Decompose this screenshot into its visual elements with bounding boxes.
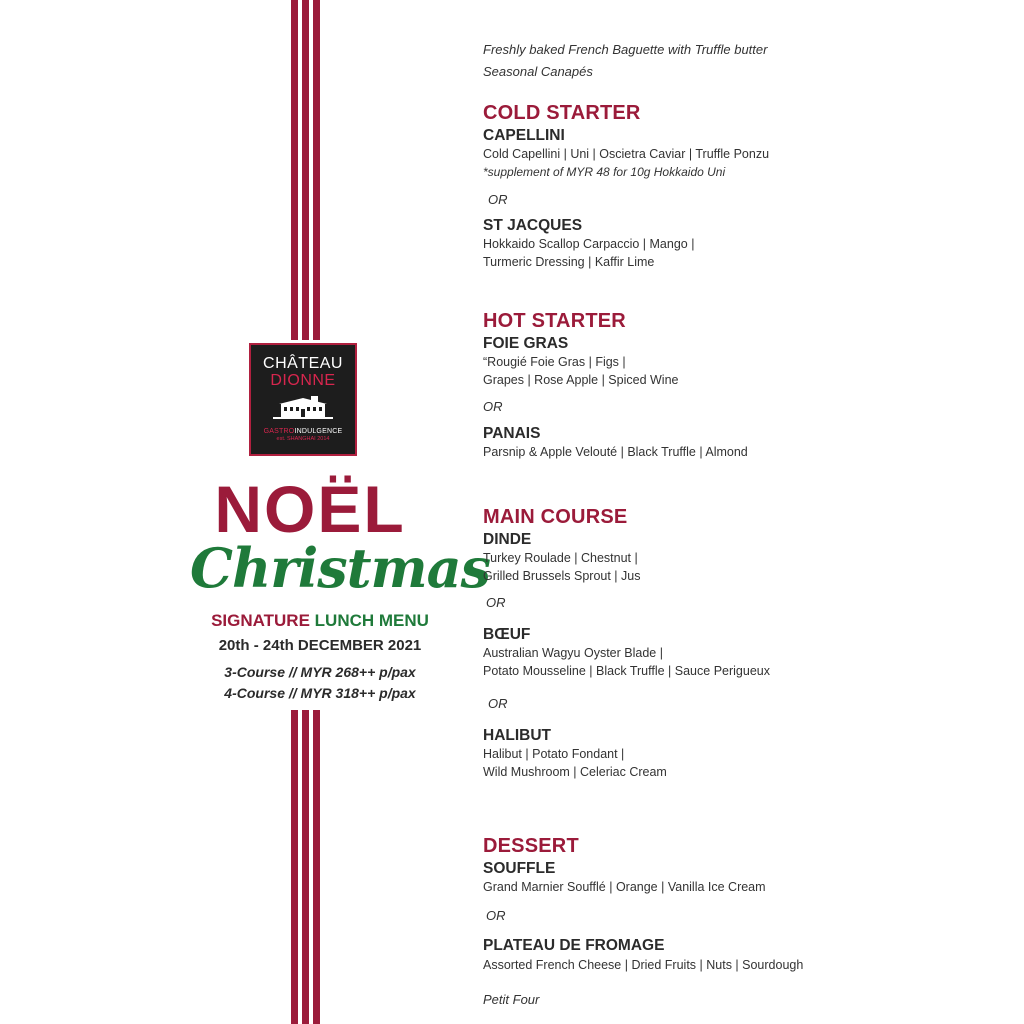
logo-tagline (251, 428, 355, 435)
dish-desc-plateau-de-fromage: Assorted French Cheese | Dried Fruits | Nuts | Sourdough (483, 958, 804, 972)
stripe (291, 710, 298, 1024)
or-divider: OR (486, 595, 506, 610)
logo-line-1: CHÂTEAU (263, 355, 343, 372)
logo-tagline-white: INDULGENCE (294, 428, 343, 435)
dish-desc-boeuf-1: Australian Wagyu Oyster Blade | (483, 646, 663, 660)
intro-baguette: Freshly baked French Baguette with Truffle butter (483, 42, 768, 57)
stripe (313, 710, 320, 1024)
intro-canapes: Seasonal Canapés (483, 64, 593, 79)
or-divider: OR (488, 696, 508, 711)
stripe-decoration-top (291, 0, 321, 340)
logo-line-2: DIONNE (270, 372, 336, 389)
signature-label: SIGNATURE (211, 611, 310, 630)
dish-desc-panais: Parsnip & Apple Velouté | Black Truffle | Almond (483, 445, 748, 459)
section-heading-dessert: DESSERT (483, 835, 579, 857)
chateau-house-icon (273, 395, 333, 419)
dish-name-halibut: HALIBUT (483, 727, 552, 744)
dish-name-capellini: CAPELLINI (483, 127, 565, 144)
stripe (302, 710, 309, 1024)
price-3-course: 3-Course // MYR 268++ p/pax (224, 664, 416, 680)
dish-name-plateau-de-fromage: PLATEAU DE FROMAGE (483, 937, 665, 954)
dish-desc-boeuf-2: Potato Mousseline | Black Truffle | Sauce Perigueux (483, 664, 770, 678)
dish-desc-st-jacques-2: Turmeric Dressing | Kaffir Lime (483, 255, 655, 269)
dish-desc-foie-gras-1: “Rougié Foie Gras | Figs | (483, 355, 626, 369)
or-divider: OR (488, 192, 508, 207)
dish-desc-st-jacques-1: Hokkaido Scallop Carpaccio | Mango | (483, 237, 695, 251)
petit-four: Petit Four (483, 992, 540, 1007)
noel-title: NOËL (214, 472, 406, 546)
or-divider: OR (483, 399, 503, 414)
dish-name-souffle: SOUFFLE (483, 860, 556, 877)
price-4-course: 4-Course // MYR 318++ p/pax (224, 685, 416, 701)
section-heading-cold-starter: COLD STARTER (483, 102, 641, 124)
stripe (313, 0, 320, 340)
dish-desc-capellini: Cold Capellini | Uni | Oscietra Caviar | Truffle Ponzu (483, 147, 770, 161)
dish-name-foie-gras: FOIE GRAS (483, 335, 569, 352)
dish-desc-dinde-1: Turkey Roulade | Chestnut | (483, 551, 638, 565)
dish-desc-halibut-1: Halibut | Potato Fondant | (483, 747, 625, 761)
or-divider: OR (486, 908, 506, 923)
lunch-menu-label: LUNCH MENU (314, 611, 429, 630)
stripe (302, 0, 309, 340)
signature-lunch-menu (190, 609, 450, 633)
dish-name-boeuf: BŒUF (483, 626, 531, 643)
dish-desc-dinde-2: Grilled Brussels Sprout | Jus (483, 569, 641, 583)
logo-established: est. SHANGHAI 2014 (276, 436, 330, 442)
christmas-script-title: Christmas (190, 536, 491, 600)
dish-name-st-jacques: ST JACQUES (483, 217, 583, 234)
chateau-dionne-logo (249, 343, 357, 456)
dish-desc-foie-gras-2: Grapes | Rose Apple | Spiced Wine (483, 373, 679, 387)
stripe-decoration-bottom (291, 710, 321, 1024)
stripe (291, 0, 298, 340)
dish-name-panais: PANAIS (483, 425, 541, 442)
section-heading-hot-starter: HOT STARTER (483, 310, 626, 332)
menu-dates: 20th - 24th DECEMBER 2021 (218, 637, 422, 654)
dish-desc-souffle: Grand Marnier Soufflé | Orange | Vanilla Ice Cream (483, 880, 766, 894)
dish-desc-halibut-2: Wild Mushroom | Celeriac Cream (483, 765, 667, 779)
logo-tagline-red: GASTRO (263, 428, 295, 435)
section-heading-main-course: MAIN COURSE (483, 506, 628, 528)
dish-name-dinde: DINDE (483, 531, 532, 548)
dish-note-capellini: *supplement of MYR 48 for 10g Hokkaido Uni (483, 165, 726, 179)
